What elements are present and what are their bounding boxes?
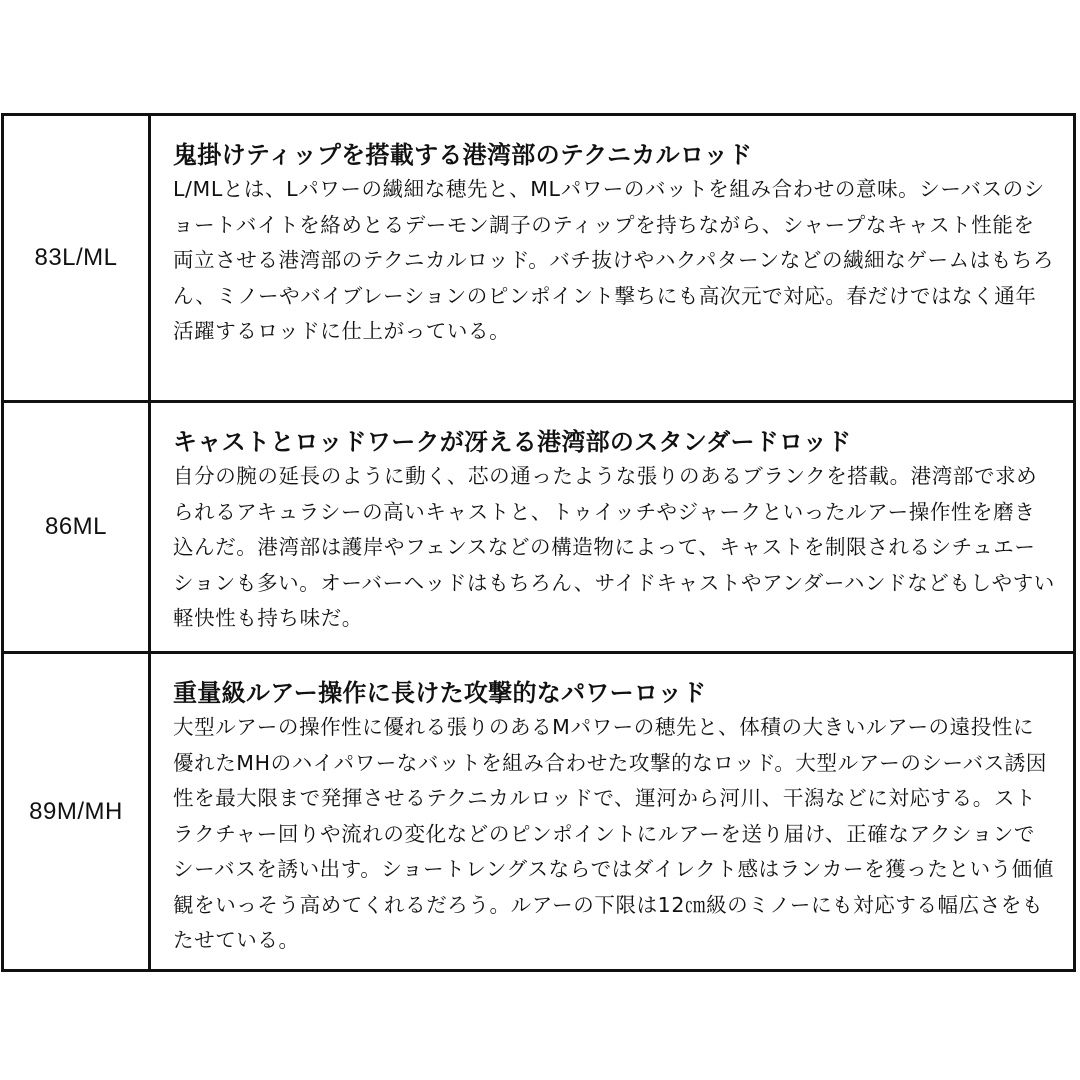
row-heading: キャストとロッドワークが冴える港湾部のスタンダードロッド: [173, 428, 852, 456]
table-row: [4, 400, 1073, 651]
table-row: [4, 651, 1073, 969]
model-name-cell: 86ML: [4, 403, 151, 651]
model-name-cell: 83L/ML: [4, 116, 151, 400]
table-row: [4, 116, 1073, 400]
row-body: 自分の腕の延長のように動く、芯の通ったような張りのあるブランクを搭載。港湾部で求められるアキュラシーの高いキャストと、トゥイッチやジャークといったルアー操作性を磨き込んだ。港湾部は護岸やフェンスなどの構造物によって、キャストを制限されるシチュエーションも多い。オーバーヘッドはもちろん、サイドキャストやアンダーハンドなどもしやすい軽快性も持ち味だ。: [173, 464, 1055, 630]
description-cell: [151, 403, 1073, 651]
rod-spec-table: [1, 113, 1076, 972]
row-heading: 重量級ルアー操作に長けた攻撃的なパワーロッド: [173, 679, 707, 707]
row-body: 大型ルアーの操作性に優れる張りのあるMパワーの穂先と、体積の大きいルアーの遠投性に優れたMHのハイパワーなバットを組み合わせた攻撃的なロッド。大型ルアーのシーバス誘因性を最大限まで発揮させるテクニカルロッドで、運河から河川、干潟などに対応する。ストラクチャー回りや流れの変化などのピンポイントにルアーを送り届け、正確なアクションでシーバスを誘い出す。ショートレングスならではダイレクト感はランカーを獲ったという価値観をいっそう高めてくれるだろう。ルアーの下限は12㎝級のミノーにも対応する幅広さをもたせている。: [173, 715, 1054, 952]
model-name-cell: 89M/MH: [4, 654, 151, 969]
row-body: L/MLとは、Lパワーの繊細な穂先と、MLパワーのバットを組み合わせの意味。シーバスのショートバイトを絡めとるデーモン調子のティップを持ちながら、シャープなキャスト性能を両立させる港湾部のテクニカルロッド。バチ抜けやハクパターンなどの繊細なゲームはもちろん、ミノーやバイブレーションのピンポイント撃ちにも高次元で対応。春だけではなく通年活躍するロッドに仕上がっている。: [173, 177, 1055, 343]
description-cell: [151, 654, 1073, 969]
description-cell: [151, 116, 1073, 400]
row-heading: 鬼掛けティップを搭載する港湾部のテクニカルロッド: [173, 141, 753, 169]
